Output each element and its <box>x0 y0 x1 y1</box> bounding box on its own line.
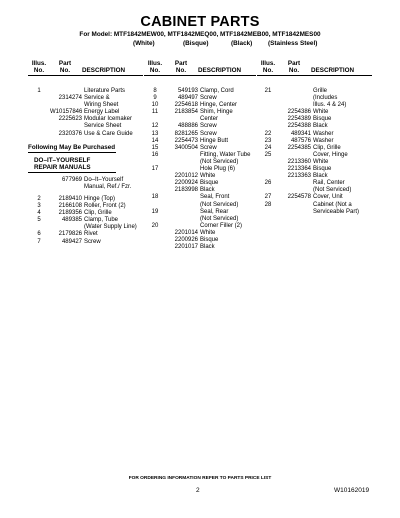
part-number: 2225623 <box>58 116 82 123</box>
part-header: Part No. <box>287 60 301 74</box>
illus-number: 22 <box>264 130 272 137</box>
part-description: Clip, Grille <box>84 210 112 217</box>
part-description: Hinge (Top) <box>84 195 116 202</box>
part-row <box>257 173 372 180</box>
part-row <box>257 123 372 130</box>
illus-number: 19 <box>151 208 159 215</box>
part-row <box>257 159 372 166</box>
illus-number: 28 <box>264 201 272 208</box>
repair-manuals-title: DO–IT–YOURSELF REPAIR MANUALS <box>34 156 91 171</box>
part-row <box>144 223 256 230</box>
column-header <box>257 60 372 76</box>
following-title: Following May Be Purchased <box>28 143 116 151</box>
part-description: Grille (Includes Illus. 4 & 24) <box>313 88 347 109</box>
illus-number: 15 <box>151 144 159 151</box>
illus-number: 12 <box>151 123 159 130</box>
part-row <box>144 109 256 123</box>
part-description: Cover, Unit <box>313 194 343 201</box>
illus-number: 24 <box>264 144 272 151</box>
part-header: Part No. <box>58 60 72 74</box>
part-row <box>28 203 143 210</box>
part-row <box>28 177 143 191</box>
parts-column-3 <box>257 60 372 216</box>
illus-number: 26 <box>264 180 272 187</box>
illus-number: 16 <box>151 151 159 158</box>
part-description: Screw <box>200 144 217 151</box>
part-row <box>144 180 256 187</box>
part-description: Screw <box>200 123 217 130</box>
part-number: 489427 <box>61 238 82 245</box>
illus-number: 21 <box>264 88 272 94</box>
part-number: 2200924 <box>174 180 198 187</box>
part-row <box>257 145 372 152</box>
part-row <box>257 131 372 138</box>
part-description: Screw <box>200 95 217 102</box>
part-row <box>144 152 256 166</box>
part-description: Hinge Butt <box>200 137 229 144</box>
part-number: 2254386 <box>287 109 311 116</box>
part-description: Clip, Grille <box>313 144 341 151</box>
part-description: Use & Care Guide <box>84 130 133 137</box>
part-number: 549193 <box>177 88 198 94</box>
part-number: 2201012 <box>174 173 198 180</box>
ordering-note: FOR ORDERING INFORMATION REFER TO PARTS PRICE LIST <box>128 476 272 481</box>
page-title: CABINET PARTS <box>140 14 260 30</box>
part-row <box>257 180 372 194</box>
illus-number: 2 <box>37 195 41 202</box>
parts-list <box>28 88 143 138</box>
part-description: Fitting, Water Tube (Not Serviced) <box>200 151 251 165</box>
part-row <box>144 138 256 145</box>
illus-number: 25 <box>264 151 272 158</box>
illus-number: 4 <box>37 210 41 217</box>
part-row <box>144 145 256 152</box>
part-description: White <box>313 158 329 165</box>
parts-list <box>144 88 256 251</box>
part-row <box>144 166 256 173</box>
model-line: For Model: MTF1842MEW00, MTF1842MEQ00, MTF1842MEB00, MTF1842MES00 <box>79 31 321 38</box>
part-number: 2183998 <box>174 187 198 194</box>
color-white: (White) <box>133 40 155 47</box>
illus-header: Illus. No. <box>260 60 276 74</box>
part-number: 2213360 <box>287 158 311 165</box>
part-description: Clamp, Tube (Water Supply Line) <box>84 217 137 231</box>
part-description: Service & Wiring Sheet <box>84 95 119 109</box>
part-description: Washer <box>313 130 334 137</box>
part-number: 2320376 <box>58 130 82 137</box>
part-row <box>144 209 256 223</box>
part-description: Roller, Front (2) <box>84 203 126 210</box>
description-header: DESCRIPTION <box>198 67 242 74</box>
part-row <box>144 173 256 180</box>
part-row <box>28 210 143 217</box>
illus-number: 13 <box>151 130 159 137</box>
part-number: 2213363 <box>287 173 311 180</box>
part-description: Black <box>200 244 215 251</box>
part-number: 488886 <box>177 123 198 130</box>
part-row <box>144 244 256 251</box>
part-number: 2254578 <box>287 194 311 201</box>
part-row <box>144 131 256 138</box>
part-number: 2314274 <box>58 95 82 102</box>
color-black: (Black) <box>231 40 253 47</box>
part-number: 2183854 <box>174 109 198 116</box>
part-row <box>28 88 143 95</box>
column-header <box>144 60 256 76</box>
part-description: Seal, Front (Not Serviced) <box>200 194 239 208</box>
part-number: 489341 <box>290 130 311 137</box>
illus-number: 27 <box>264 194 272 201</box>
part-row <box>28 109 143 116</box>
part-number: W10157846 <box>50 109 83 116</box>
illus-number: 1 <box>37 88 41 94</box>
part-description: Clamp, Cord <box>200 88 234 94</box>
part-row <box>257 116 372 123</box>
part-description: Cover, Hinge <box>313 151 348 158</box>
color-stainless: (Stainless Steel) <box>268 40 318 47</box>
part-row <box>28 196 143 203</box>
part-header: Part No. <box>174 60 188 74</box>
part-number: 489497 <box>177 95 198 102</box>
part-number: 2166108 <box>58 203 82 210</box>
illus-number: 5 <box>37 217 41 224</box>
illus-number: 6 <box>37 231 41 238</box>
part-number: 2254473 <box>174 137 198 144</box>
column-header <box>28 60 143 76</box>
part-description: Cabinet (Not a Serviceable Part) <box>313 201 360 215</box>
part-row <box>144 237 256 244</box>
part-row <box>144 95 256 102</box>
part-description: Do–It–Yourself Manual, Ref./ Fzr. <box>84 176 132 190</box>
parts-column-2 <box>144 60 256 251</box>
part-row <box>257 152 372 159</box>
part-number: 8281265 <box>174 130 198 137</box>
part-description: Energy Label <box>84 109 120 116</box>
part-number: 2201014 <box>174 229 198 236</box>
part-description: Bisque <box>200 236 219 243</box>
part-row <box>28 217 143 231</box>
part-description: Black <box>313 173 328 180</box>
part-row <box>144 123 256 130</box>
part-number: 2254389 <box>287 116 311 123</box>
parts-column-1 <box>28 60 143 246</box>
part-row <box>257 109 372 116</box>
part-row <box>257 88 372 109</box>
illus-number: 23 <box>264 137 272 144</box>
description-header: DESCRIPTION <box>311 67 355 74</box>
illus-number: 18 <box>151 194 159 201</box>
part-row <box>144 88 256 95</box>
part-number: 2254618 <box>174 102 198 109</box>
part-number: 487576 <box>290 137 311 144</box>
part-description: Washer <box>313 137 334 144</box>
illus-number: 3 <box>37 203 41 210</box>
part-row <box>28 231 143 238</box>
part-description: Rail, Center (Not Serviced) <box>313 180 352 194</box>
part-number: 2189356 <box>58 210 82 217</box>
part-description: Screw <box>84 238 101 245</box>
section-rule <box>28 172 116 173</box>
part-number: 677969 <box>61 176 82 183</box>
part-description: Literature Parts <box>84 88 126 94</box>
illus-number: 8 <box>153 88 157 94</box>
part-description: Black <box>313 123 328 130</box>
part-number: 2213364 <box>287 166 311 173</box>
part-number: 489385 <box>61 217 82 224</box>
page-number: 2 <box>196 487 200 494</box>
part-description: Screw <box>200 130 217 137</box>
illus-number: 20 <box>151 222 159 229</box>
part-row <box>28 131 143 138</box>
part-description: Bisque <box>313 116 332 123</box>
part-description: Bisque <box>200 180 219 187</box>
part-number: 2254388 <box>287 123 311 130</box>
part-description: White <box>200 173 216 180</box>
part-row <box>257 202 372 216</box>
part-number: 2254385 <box>287 144 311 151</box>
illus-number: 9 <box>153 95 157 102</box>
part-description: Hole Plug (6) <box>200 166 236 173</box>
color-line <box>0 40 400 49</box>
part-description: White <box>313 109 329 116</box>
part-row <box>257 166 372 173</box>
part-description: Hinge, Center <box>200 102 238 109</box>
part-number: 2201017 <box>174 244 198 251</box>
illus-number: 17 <box>151 166 159 173</box>
document-number: W10162019 <box>334 487 370 494</box>
part-row <box>257 138 372 145</box>
part-number: 3400504 <box>174 144 198 151</box>
illus-number: 14 <box>151 137 159 144</box>
part-description: Shim, Hinge Center <box>200 109 233 123</box>
part-description: Rivet <box>84 231 98 238</box>
illus-number: 10 <box>151 102 159 109</box>
part-number: 2179826 <box>58 231 82 238</box>
part-description: Black <box>200 187 215 194</box>
part-row <box>28 95 143 109</box>
part-number: 2200926 <box>174 236 198 243</box>
illus-header: Illus. No. <box>147 60 163 74</box>
parts-list <box>257 88 372 216</box>
part-number: 2189410 <box>58 195 82 202</box>
illus-number: 7 <box>37 238 41 245</box>
part-row <box>144 187 256 194</box>
part-row <box>28 239 143 246</box>
part-description: White <box>200 229 216 236</box>
part-description: Corner Filler (2) <box>200 222 243 229</box>
color-bisque: (Bisque) <box>183 40 209 47</box>
part-description: Seal, Rear (Not Serviced) <box>200 208 239 222</box>
description-header: DESCRIPTION <box>82 67 126 74</box>
part-description: Bisque <box>313 166 332 173</box>
parts-list <box>28 177 143 246</box>
section-rule <box>28 152 116 153</box>
part-row <box>28 116 143 130</box>
part-description: Modular Icemaker Service Sheet <box>84 116 133 130</box>
part-row <box>144 230 256 237</box>
illus-number: 11 <box>151 109 159 116</box>
part-row <box>257 194 372 201</box>
part-row <box>144 102 256 109</box>
illus-header: Illus. No. <box>31 60 47 74</box>
part-row <box>144 194 256 208</box>
